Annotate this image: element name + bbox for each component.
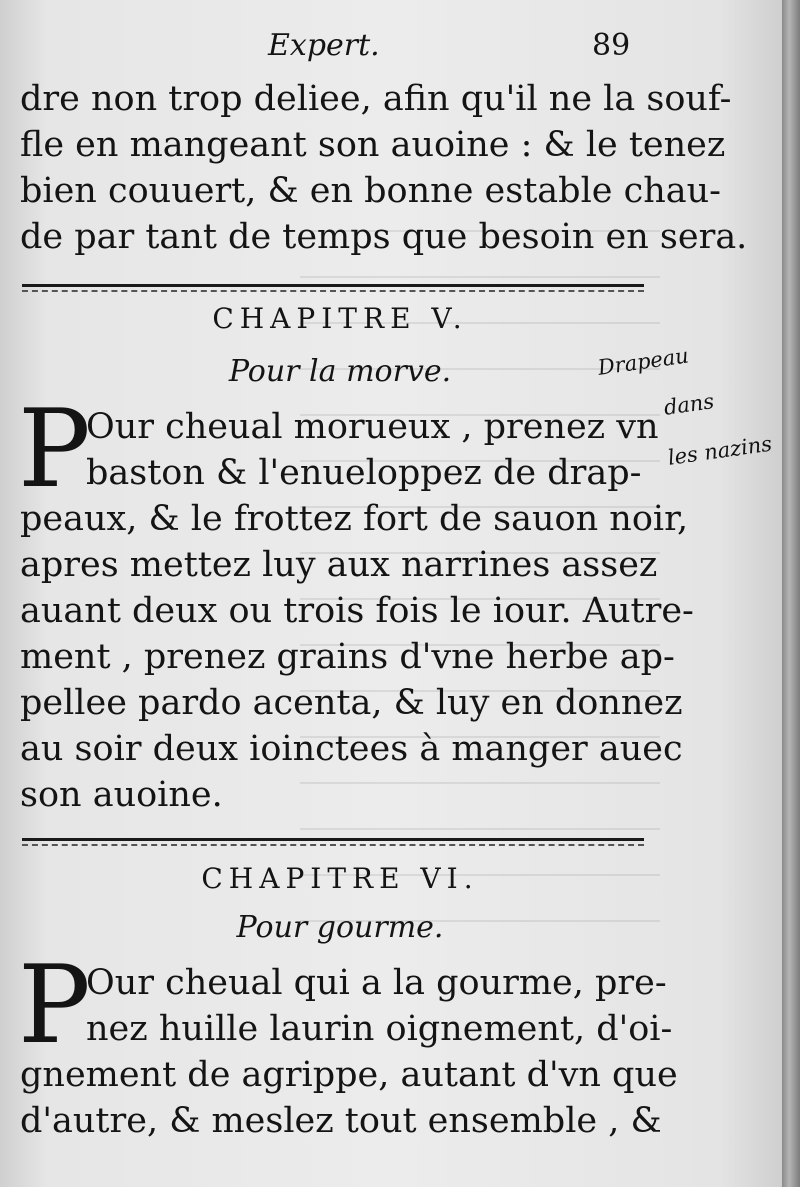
running-head: Expert. — [268, 28, 380, 63]
text-line: auant deux ou trois fois le iour. Autre- — [20, 591, 694, 631]
chapter-subtitle: Pour la morve. — [228, 354, 452, 389]
page-edge-shadow — [782, 0, 800, 1187]
text-line: fle en mangeant son auoine : & le tenez — [20, 125, 726, 165]
text-line: apres mettez luy aux narrines assez — [20, 545, 658, 585]
text-line: nez huille laurin oignement, d'oi- — [86, 1009, 673, 1049]
drop-cap: P — [18, 943, 91, 1068]
text-line: au soir deux ioinctees à manger auec — [20, 729, 683, 769]
marginal-note-line: Drapeau — [596, 343, 691, 380]
chapter-heading: CHAPITRE VI. — [201, 862, 479, 895]
text-line: Our cheual morueux , prenez vn — [86, 407, 659, 447]
text-line: de par tant de temps que besoin en sera. — [20, 217, 748, 257]
text-line: ment , prenez grains d'vne herbe ap- — [20, 637, 675, 677]
text-line: baston & l'enueloppez de drap- — [86, 453, 642, 493]
text-line: gnement de agrippe, autant d'vn que — [20, 1055, 678, 1095]
page-number: 89 — [592, 28, 631, 63]
drop-cap: P — [18, 387, 91, 512]
text-line: peaux, & le frottez fort de sauon noir, — [20, 499, 689, 539]
chapter-subtitle: Pour gourme. — [236, 910, 444, 945]
marginal-note-line: dans — [662, 389, 716, 420]
section-divider — [22, 284, 644, 287]
text-line: Our cheual qui a la gourme, pre- — [86, 963, 667, 1003]
text-line: pellee pardo acenta, & luy en donnez — [20, 683, 683, 723]
page-header — [0, 18, 782, 68]
text-line: dre non trop deliee, afin qu'il ne la souf- — [20, 79, 732, 119]
marginal-note-line: les nazins — [666, 431, 774, 470]
text-line: bien couuert, & en bonne estable chau- — [20, 171, 721, 211]
chapter-heading: CHAPITRE V. — [212, 302, 468, 335]
text-line: d'autre, & meslez tout ensemble , & — [20, 1101, 662, 1141]
text-line: son auoine. — [20, 775, 223, 815]
section-divider — [22, 838, 644, 841]
